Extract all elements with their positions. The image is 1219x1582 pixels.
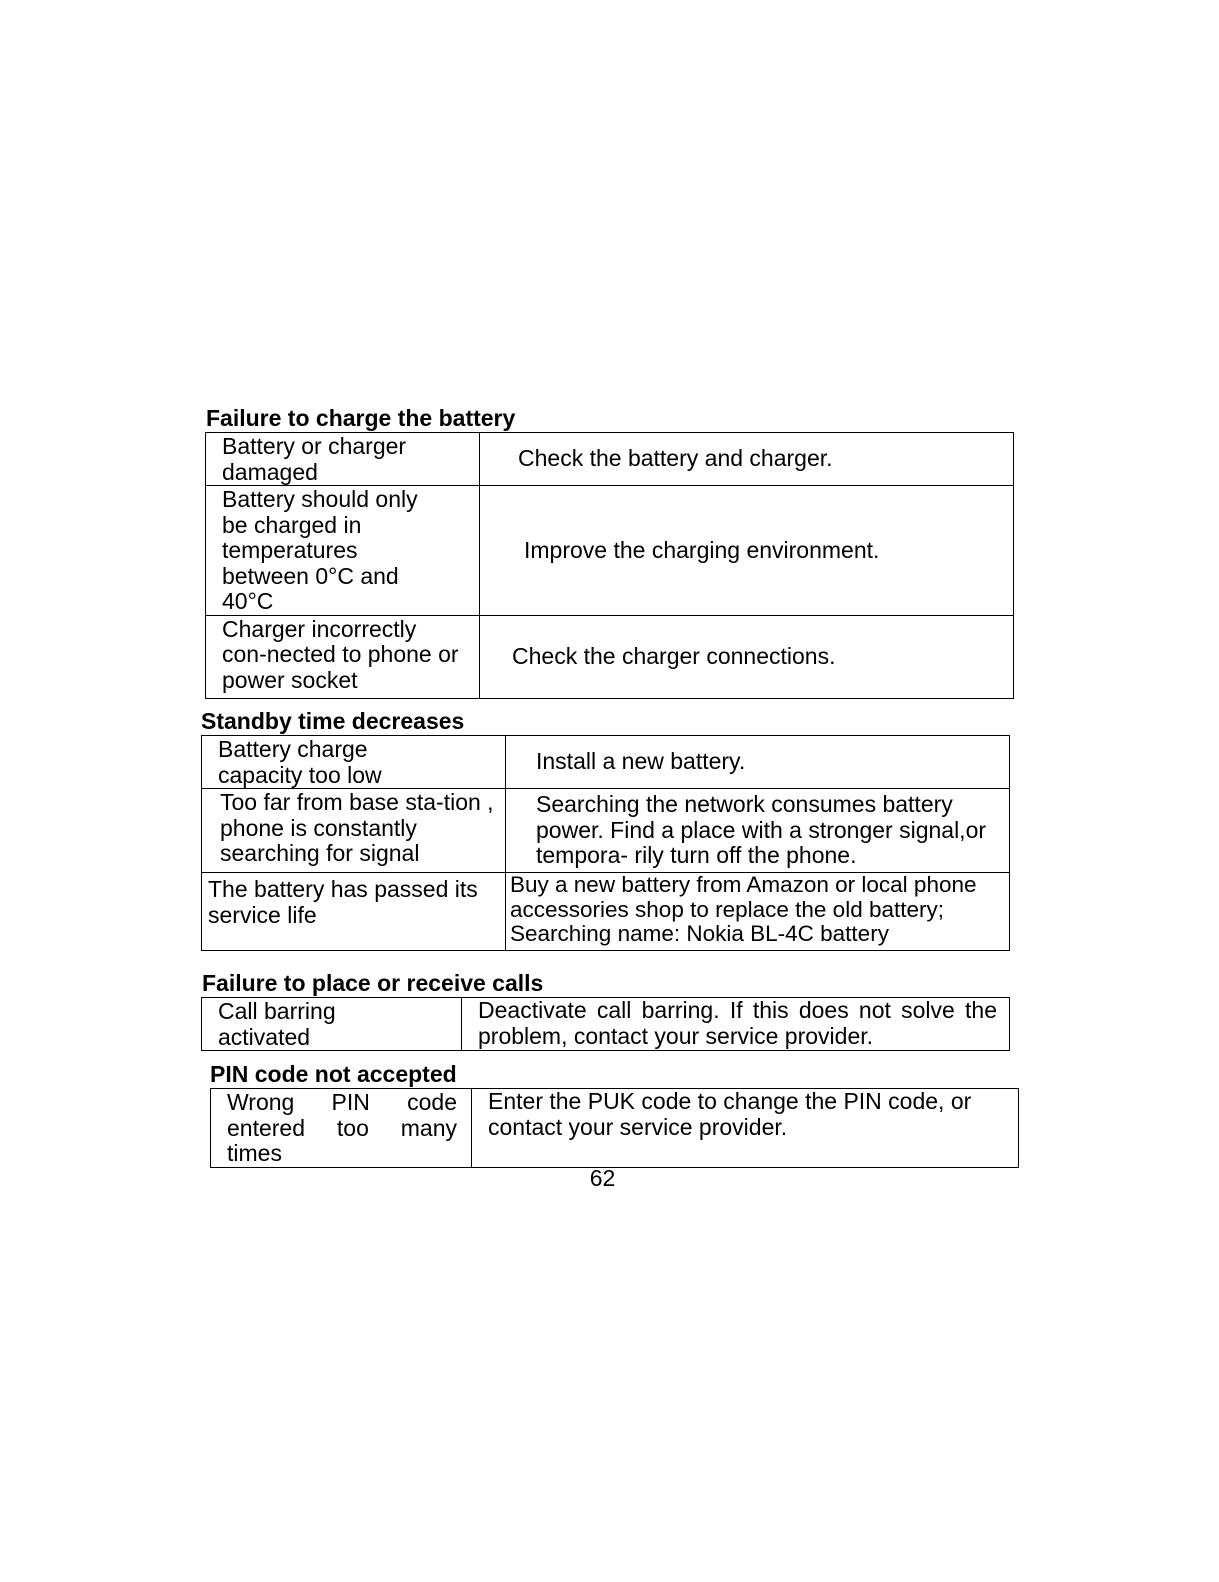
solution-cell: Improve the charging environment.	[480, 486, 1014, 616]
table-row	[202, 873, 1010, 951]
solution-cell: Check the charger connections.	[480, 615, 1014, 698]
cause-cell: Call barring activated	[202, 998, 462, 1051]
section-heading-calls: Failure to place or receive calls	[202, 970, 544, 996]
troubleshoot-table-calls	[201, 997, 1010, 1051]
cause-cell: Battery or charger damaged	[206, 433, 480, 486]
solution-cell: Install a new battery.	[506, 736, 1010, 789]
cause-cell: Battery charge capacity too low	[202, 736, 506, 789]
section-heading-standby: Standby time decreases	[201, 708, 465, 734]
cause-cell: The battery has passed its service life	[202, 873, 506, 951]
table-row	[206, 615, 1014, 698]
cause-cell: Too far from base sta-tion , phone is constantly searching for signal	[202, 789, 506, 873]
troubleshoot-table-standby	[201, 735, 1010, 951]
cause-cell: Charger incorrectly con-nected to phone or power socket	[206, 615, 480, 698]
solution-cell: Buy a new battery from Amazon or local phone accessories shop to replace the old battery; Searching name: Nokia BL-4C battery	[506, 873, 1010, 951]
table-row	[202, 789, 1010, 873]
cause-cell: Wrong PIN code entered too many times	[211, 1089, 472, 1168]
table-row	[206, 433, 1014, 486]
table-row	[206, 486, 1014, 616]
table-row	[202, 998, 1010, 1051]
table-row	[202, 736, 1010, 789]
solution-cell: Deactivate call barring. If this does not solve the problem, contact your service provider.	[462, 998, 1010, 1051]
troubleshoot-table-charge	[205, 432, 1014, 699]
solution-cell: Check the battery and charger.	[480, 433, 1014, 486]
section-heading-charge: Failure to charge the battery	[206, 405, 516, 431]
page-number: 62	[589, 1165, 616, 1191]
cause-cell: Battery should only be charged in temperatures between 0°C and 40°C	[206, 486, 480, 616]
solution-cell: Searching the network consumes battery power. Find a place with a stronger signal,or tempora- rily turn off the phone.	[506, 789, 1010, 873]
troubleshoot-table-pin	[210, 1088, 1019, 1168]
solution-cell: Enter the PUK code to change the PIN code, or contact your service provider.	[472, 1089, 1019, 1168]
section-heading-pin: PIN code not accepted	[210, 1061, 457, 1087]
table-row	[211, 1089, 1019, 1168]
